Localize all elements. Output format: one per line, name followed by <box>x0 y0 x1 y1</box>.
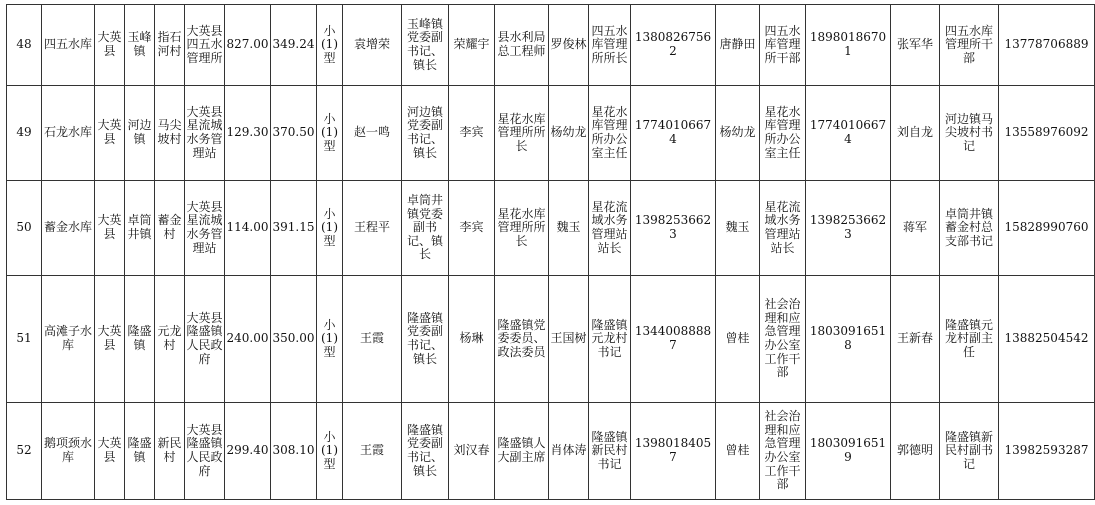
total-capacity: 308.10 <box>271 403 317 500</box>
tech-responsible-name: 李宾 <box>449 86 495 181</box>
village-responsible-name: 刘自龙 <box>891 86 940 181</box>
management-responsible-title: 四五水库管理所所长 <box>589 5 631 86</box>
reservoir-scale: 小(1)型 <box>317 5 343 86</box>
village: 新民村 <box>155 403 185 500</box>
inspection-responsible-phone: 17740106674 <box>806 86 891 181</box>
village-responsible-title: 卓筒井镇蓄金村总支部书记 <box>940 181 999 276</box>
admin-responsible-name: 袁增荣 <box>343 5 402 86</box>
management-unit: 大英县隆盛镇人民政府 <box>185 403 225 500</box>
inspection-responsible-name: 唐静田 <box>716 5 760 86</box>
inspection-responsible-phone: 18030916518 <box>806 276 891 403</box>
village-responsible-phone: 13882504542 <box>999 276 1095 403</box>
admin-responsible-name: 王霞 <box>343 403 402 500</box>
management-responsible-phone: 13982536623 <box>631 181 716 276</box>
reservoir-scale: 小(1)型 <box>317 86 343 181</box>
county: 大英县 <box>95 276 125 403</box>
inspection-responsible-title: 星花流域水务管理站站长 <box>760 181 806 276</box>
row-number: 48 <box>7 5 42 86</box>
admin-responsible-title: 隆盛镇党委副书记、镇长 <box>402 276 449 403</box>
reservoir-name: 石龙水库 <box>42 86 95 181</box>
management-responsible-title: 星花水库管理所办公室主任 <box>589 86 631 181</box>
table-row <box>7 276 1095 403</box>
township: 卓筒井镇 <box>125 181 155 276</box>
inspection-responsible-name: 杨幼龙 <box>716 86 760 181</box>
village-responsible-name: 张军华 <box>891 5 940 86</box>
admin-responsible-name: 王霞 <box>343 276 402 403</box>
reservoir-scale: 小(1)型 <box>317 276 343 403</box>
township: 玉峰镇 <box>125 5 155 86</box>
village-responsible-name: 郭德明 <box>891 403 940 500</box>
management-responsible-title: 隆盛镇元龙村书记 <box>589 276 631 403</box>
tech-responsible-name: 杨琳 <box>449 276 495 403</box>
inspection-responsible-title: 社会治理和应急管理办公室工作干部 <box>760 403 806 500</box>
inspection-responsible-title: 四五水库管理所干部 <box>760 5 806 86</box>
admin-responsible-title: 玉峰镇党委副书记、镇长 <box>402 5 449 86</box>
row-number: 49 <box>7 86 42 181</box>
village-responsible-phone: 13778706889 <box>999 5 1095 86</box>
tech-responsible-title: 星花水库管理所所长 <box>495 86 549 181</box>
inspection-responsible-name: 魏玉 <box>716 181 760 276</box>
reservoir-name: 鹅项颈水库 <box>42 403 95 500</box>
village-responsible-phone: 13558976092 <box>999 86 1095 181</box>
reservoir-table-page <box>6 4 1095 500</box>
village-responsible-name: 蒋军 <box>891 181 940 276</box>
county: 大英县 <box>95 86 125 181</box>
management-unit: 大英县隆盛镇人民政府 <box>185 276 225 403</box>
row-number: 52 <box>7 403 42 500</box>
township: 河边镇 <box>125 86 155 181</box>
admin-responsible-title: 隆盛镇党委副书记、镇长 <box>402 403 449 500</box>
catchment-area: 827.00 <box>225 5 271 86</box>
reservoir-scale: 小(1)型 <box>317 181 343 276</box>
county: 大英县 <box>95 5 125 86</box>
management-unit: 大英县四五水管理所 <box>185 5 225 86</box>
row-number: 51 <box>7 276 42 403</box>
management-responsible-phone: 17740106674 <box>631 86 716 181</box>
table-row <box>7 403 1095 500</box>
township: 隆盛镇 <box>125 403 155 500</box>
inspection-responsible-name: 曾桂 <box>716 403 760 500</box>
village-responsible-title: 隆盛镇新民村副书记 <box>940 403 999 500</box>
township: 隆盛镇 <box>125 276 155 403</box>
reservoir-name: 蓄金水库 <box>42 181 95 276</box>
inspection-responsible-phone: 18980186701 <box>806 5 891 86</box>
admin-responsible-title: 卓筒井镇党委副书记、镇长 <box>402 181 449 276</box>
inspection-responsible-title: 星花水库管理所办公室主任 <box>760 86 806 181</box>
management-responsible-phone: 13980184057 <box>631 403 716 500</box>
tech-responsible-title: 星花水库管理所所长 <box>495 181 549 276</box>
management-responsible-name: 罗俊林 <box>549 5 589 86</box>
village-responsible-title: 隆盛镇元龙村副主任 <box>940 276 999 403</box>
catchment-area: 240.00 <box>225 276 271 403</box>
inspection-responsible-title: 社会治理和应急管理办公室工作干部 <box>760 276 806 403</box>
tech-responsible-name: 荣耀宇 <box>449 5 495 86</box>
total-capacity: 391.15 <box>271 181 317 276</box>
management-responsible-name: 王国树 <box>549 276 589 403</box>
village: 元龙村 <box>155 276 185 403</box>
management-responsible-title: 隆盛镇新民村书记 <box>589 403 631 500</box>
admin-responsible-name: 王程平 <box>343 181 402 276</box>
village-responsible-phone: 15828990760 <box>999 181 1095 276</box>
management-responsible-name: 魏玉 <box>549 181 589 276</box>
management-unit: 大英县星流城水务管理站 <box>185 181 225 276</box>
village: 马尖坡村 <box>155 86 185 181</box>
management-responsible-name: 肖体涛 <box>549 403 589 500</box>
county: 大英县 <box>95 403 125 500</box>
total-capacity: 349.24 <box>271 5 317 86</box>
catchment-area: 114.00 <box>225 181 271 276</box>
tech-responsible-title: 隆盛镇人大副主席 <box>495 403 549 500</box>
total-capacity: 350.00 <box>271 276 317 403</box>
tech-responsible-title: 隆盛镇党委委员、政法委员 <box>495 276 549 403</box>
village-responsible-title: 四五水库管理所干部 <box>940 5 999 86</box>
tech-responsible-name: 刘汉春 <box>449 403 495 500</box>
village-responsible-title: 河边镇马尖坡村书记 <box>940 86 999 181</box>
table-row <box>7 86 1095 181</box>
table-row <box>7 5 1095 86</box>
management-responsible-title: 星花流域水务管理站站长 <box>589 181 631 276</box>
catchment-area: 299.40 <box>225 403 271 500</box>
management-responsible-phone: 13808267562 <box>631 5 716 86</box>
tech-responsible-name: 李宾 <box>449 181 495 276</box>
tech-responsible-title: 县水利局总工程师 <box>495 5 549 86</box>
reservoir-scale: 小(1)型 <box>317 403 343 500</box>
admin-responsible-title: 河边镇党委副书记、镇长 <box>402 86 449 181</box>
table-row <box>7 181 1095 276</box>
inspection-responsible-name: 曾桂 <box>716 276 760 403</box>
inspection-responsible-phone: 13982536623 <box>806 181 891 276</box>
village: 蓄金村 <box>155 181 185 276</box>
village-responsible-phone: 13982593287 <box>999 403 1095 500</box>
row-number: 50 <box>7 181 42 276</box>
management-responsible-phone: 13440088887 <box>631 276 716 403</box>
county: 大英县 <box>95 181 125 276</box>
reservoir-responsibility-table <box>6 4 1095 500</box>
total-capacity: 370.50 <box>271 86 317 181</box>
village: 指石河村 <box>155 5 185 86</box>
reservoir-name: 四五水库 <box>42 5 95 86</box>
reservoir-name: 高滩子水库 <box>42 276 95 403</box>
inspection-responsible-phone: 18030916519 <box>806 403 891 500</box>
village-responsible-name: 王新春 <box>891 276 940 403</box>
management-unit: 大英县星流城水务管理站 <box>185 86 225 181</box>
admin-responsible-name: 赵一鸣 <box>343 86 402 181</box>
catchment-area: 129.30 <box>225 86 271 181</box>
management-responsible-name: 杨幼龙 <box>549 86 589 181</box>
